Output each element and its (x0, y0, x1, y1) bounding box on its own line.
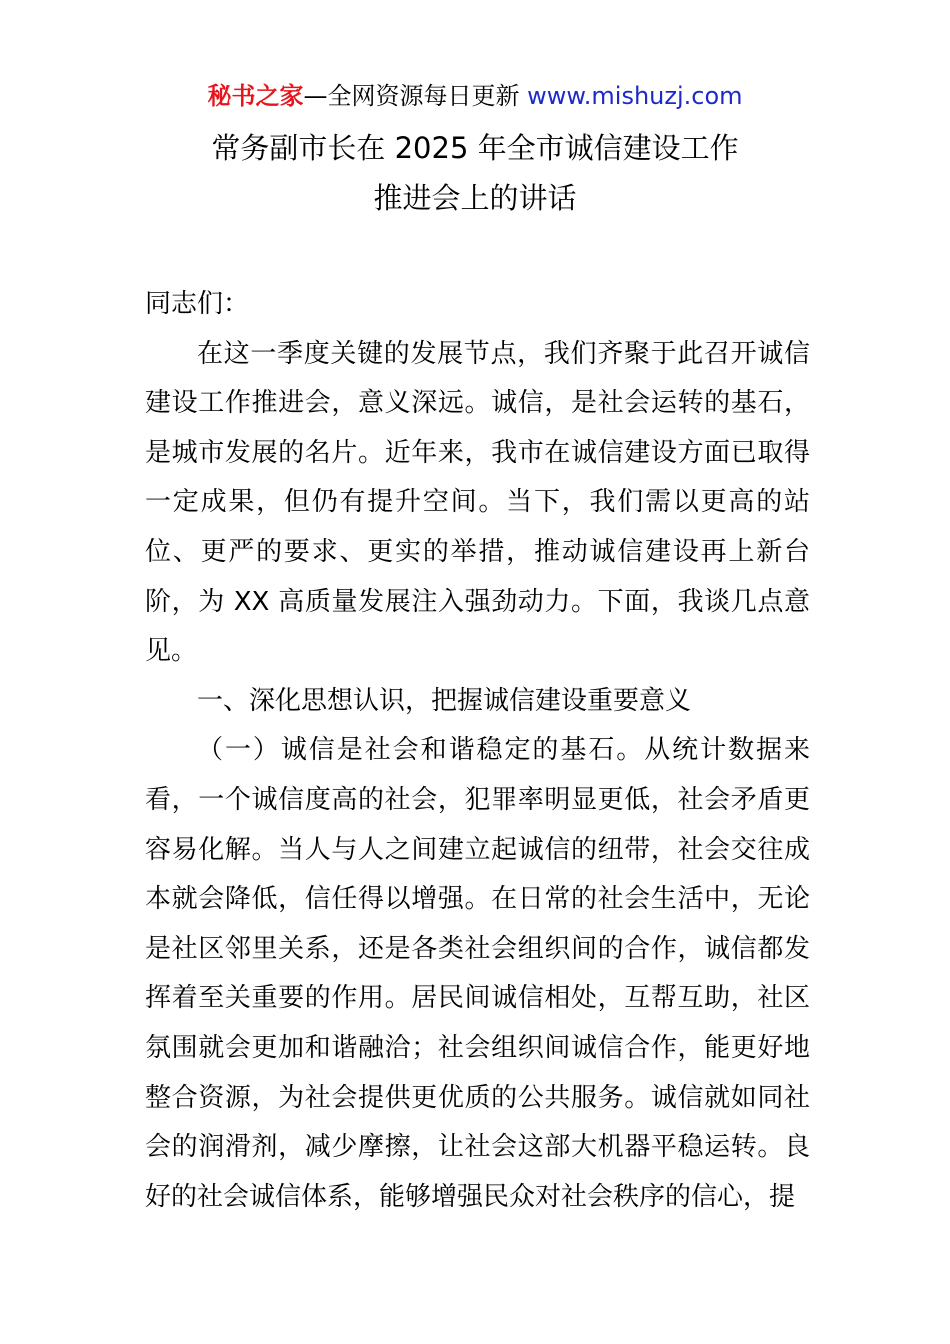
brand-name: 秘书之家 (207, 82, 304, 110)
document-title-line-2: 推进会上的讲话 (373, 181, 577, 215)
site-url-link[interactable]: www.mishuzj.com (527, 82, 743, 110)
paragraph-intro: 在这一季度关键的发展节点，我们齐聚于此召开诚信建设工作推进会，意义深远。诚信，是社会运转的基石，是城市发展的名片。近年来，我市在诚信建设方面已取得一定成果，但仍有提升空间。当下，我们需以更高的站位、更严的要求、更实的举措，推动诚信建设再上新台阶，为 XX 高质量发展注入强劲动力。下面，我谈几点意见。 (145, 338, 810, 667)
document-body (145, 280, 810, 1222)
document-title-line-1: 常务副市长在 2025 年全市诚信建设工作 (211, 131, 739, 165)
site-header (0, 80, 950, 112)
header-tagline: —全网资源每日更新 (303, 82, 520, 110)
section-heading-1: 一、深化思想认识，把握诚信建设重要意义 (197, 685, 692, 716)
salutation: 同志们： (145, 289, 250, 319)
paragraph-1-1: （一）诚信是社会和谐稳定的基石。从统计数据来看，一个诚信度高的社会，犯罪率明显更低，社会矛盾更容易化解。当人与人之间建立起诚信的纽带，社会交往成本就会降低，信任得以增强。在日常的社会生活中，无论是社区邻里关系，还是各类社会组织间的合作，诚信都发挥着至关重要的作用。居民间诚信相处，互帮互助，社区氛围就会更加和谐融洽；社会组织间诚信合作，能更好地整合资源，为社会提供更优质的公共服务。诚信就如同社会的润滑剂，减少摩擦，让社会这部大机器平稳运转。良好的社会诚信体系，能够增强民众对社会秩序的信心，提 (145, 735, 810, 1212)
